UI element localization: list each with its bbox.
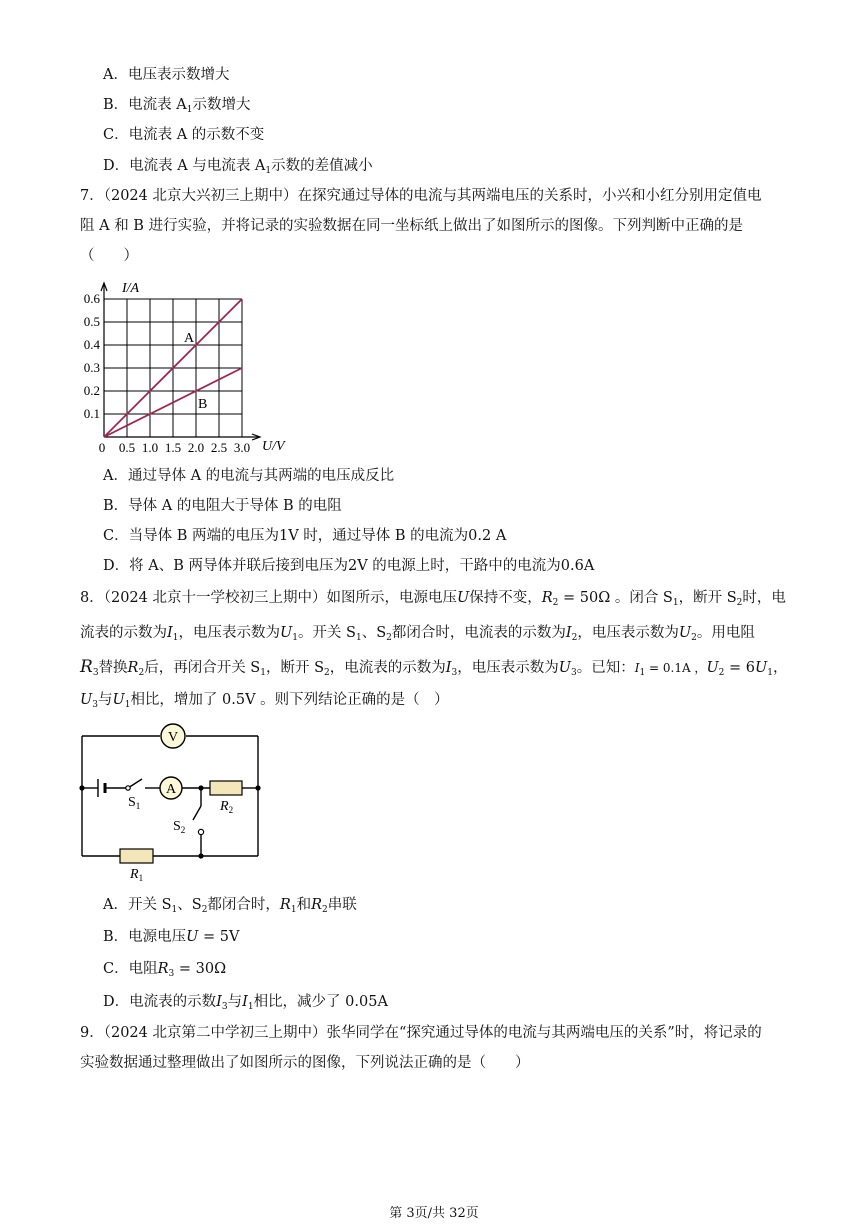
resistor-r1-label: $R_1$ [130,867,144,883]
q7-option-c: C．当导体 B 两端的电压为1V 时，通过导体 B 的电流为0.2 A [103,528,507,544]
x-tick-label: 2.0 [187,440,205,455]
resistor-r2-label: $R_2$ [220,799,234,815]
q8-stem-line-2: 流表的示数为$I_1$，电压表示数为$U_1$。开关 $S_1$、$S_2$都闭合时，电流表的示数为$I_2$，电压表示数为$U_2$。用电阻 [80,625,755,643]
page-number-footer: 第 3页/共 32页 [389,1206,479,1221]
q6-option-d: D．电流表 A 与电流表 $A_1$示数的差值减小 [103,158,373,176]
q6-option-b: B．电流表 $A_1$示数增大 [103,97,251,115]
q8-stem-line-4: $U_3$与$U_1$相比，增加了 0.5V 。则下列结论正确的是（ ） [80,692,449,710]
y-tick-label: 0.3 [83,360,100,375]
q8-stem-line-3: $R_3$替换$R_2$后，再闭合开关 $S_1$，断开 $S_2$，电流表的示数为$I_3$，电压表示数为$U_3$。已知：$I_1 = 0.1A$ ，$U_2 = 6U_1$， [80,657,788,678]
switch-s2-label: $S_2$ [173,819,186,835]
resistor-r2 [210,781,242,795]
resistor-r1 [120,849,153,863]
x-tick-label: 0.5 [118,440,136,455]
series-a-label: A [184,331,195,346]
series-b-label: B [198,397,208,412]
q7-answer-paren: （ ） [80,248,138,264]
y-tick-label: 0.6 [83,291,100,306]
voltmeter-label: V [167,730,179,745]
q9-stem-line-2: 实验数据通过整理做出了如图所示的图像，下列说法正确的是（ ） [80,1055,530,1071]
ammeter-label: A [165,782,177,797]
x-axis-label: U/V [262,439,285,454]
y-tick-label: 0.5 [83,314,100,329]
y-axis-label: I/A [122,281,140,296]
q6-option-c: C．电流表 A 的示数不变 [103,127,265,143]
q8-option-b: B．电源电压U = 5V [103,929,240,945]
q6-option-a: A．电压表示数增大 [103,67,230,83]
y-tick-label: 0.2 [83,383,100,398]
q8-option-d: D．电流表的示数$I_3$与$I_1$相比，减少了 0.05A [103,994,388,1012]
circuit-diagram [70,722,270,887]
x-tick-label: 3.0 [233,440,251,455]
q7-option-d: D．将 A、B 两导体并联后接到电压为2V 的电源上时，干路中的电流为0.6A [103,558,595,574]
q7-option-b: B．导体 A 的电阻大于导体 B 的电阻 [103,498,342,514]
q7-stem-line-2: 阻 A 和 B 进行实验，并将记录的实验数据在同一坐标纸上做出了如图所示的图像。下列判断中正确的是 [80,218,744,234]
q9-stem-line-1: 9．（2024 北京第二中学初三上期中）张华同学在“探究通过导体的电流与其两端电压的关系”时，将记录的 [80,1025,762,1041]
x-tick-label: 1.0 [141,440,159,455]
iu-graph [78,270,308,460]
y-tick-label: 0.4 [83,337,100,352]
q7-stem-line-1: 7．（2024 北京大兴初三上期中）在探究通过导体的电流与其两端电压的关系时，小兴和小红分别用定值电 [80,188,762,204]
x-tick-label: 1.5 [164,440,182,455]
q7-option-a: A．通过导体 A 的电流与其两端的电压成反比 [103,468,395,484]
y-tick-label: 0.1 [83,406,100,421]
q8-option-a: A．开关 $S_1$、$S_2$都闭合时，$R_1$和$R_2$串联 [103,897,357,915]
x-tick-label: 0 [98,440,106,455]
switch-s1-label: $S_1$ [128,795,141,811]
q8-stem-line-1: 8．（2024 北京十一学校初三上期中）如图所示，电源电压U保持不变，$R_2 = 50\Omega$ 。闭合 $S_1$，断开 $S_2$时，电 [80,590,786,608]
x-tick-label: 2.5 [210,440,228,455]
q8-option-c: C．电阻$R_3 = 30\Omega$ [103,961,227,979]
